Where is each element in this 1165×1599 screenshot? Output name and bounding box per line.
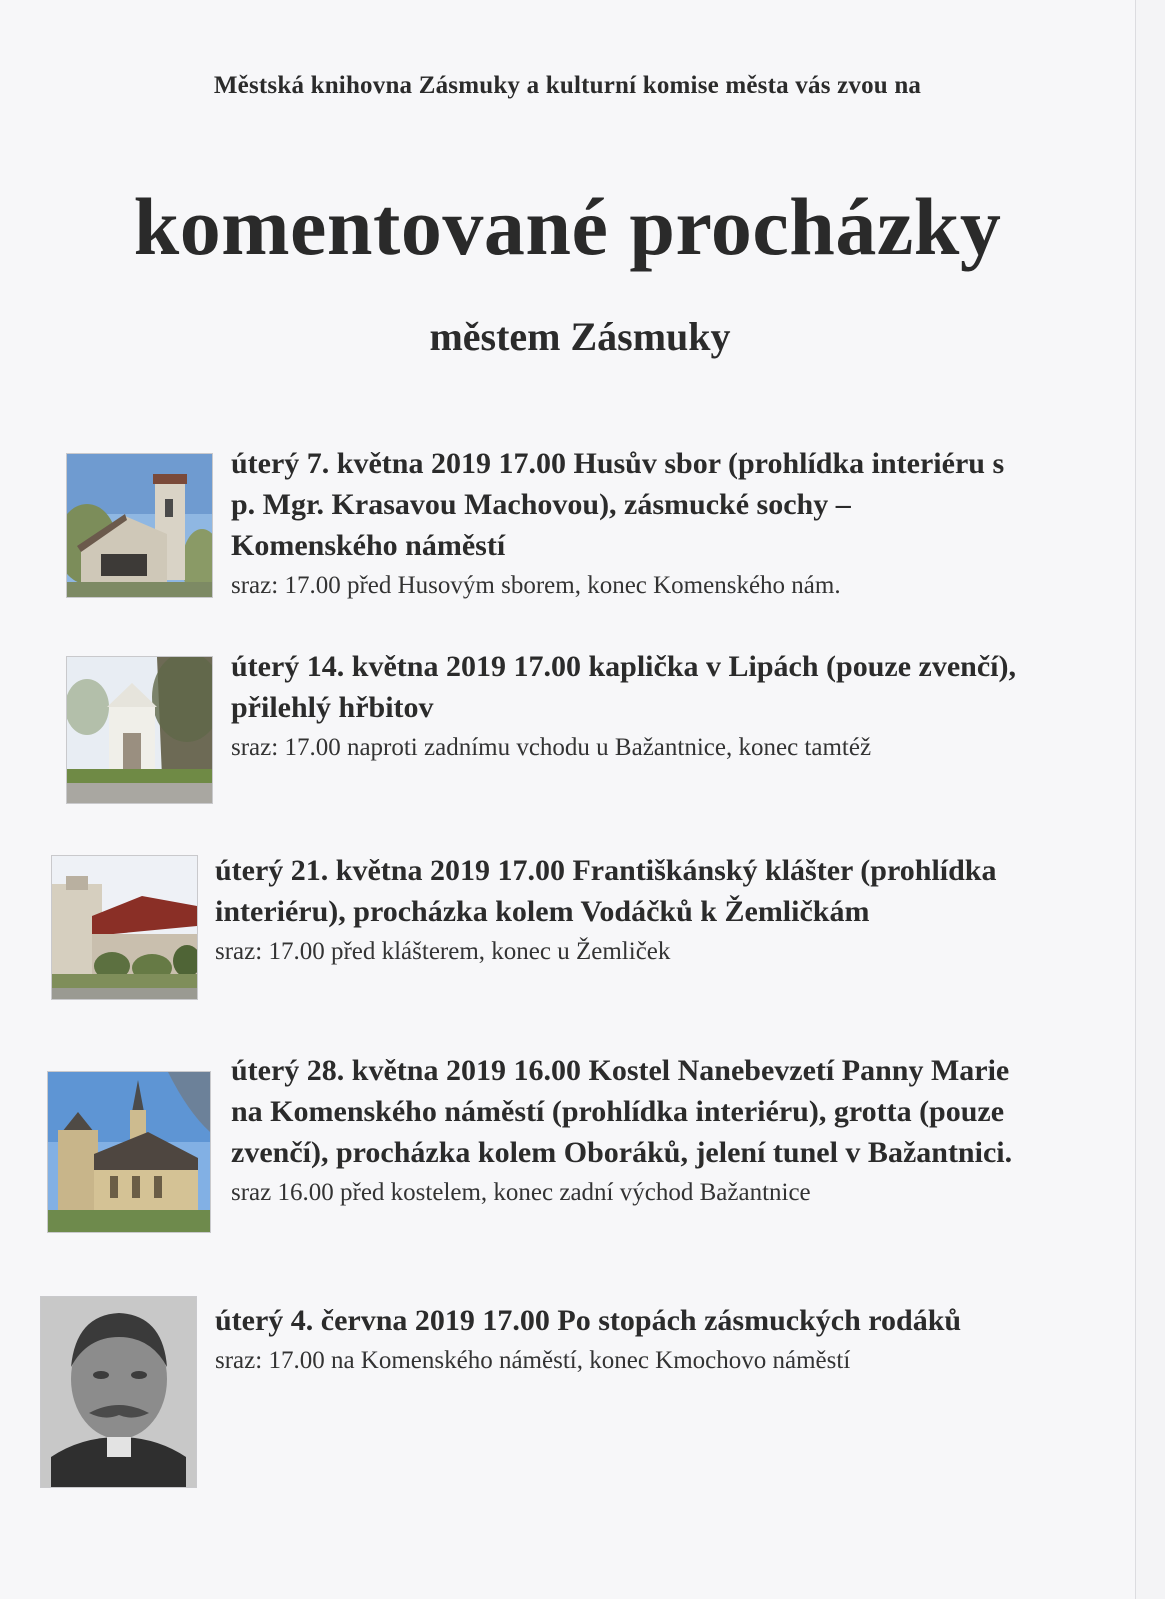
event-meeting: sraz: 17.00 před klášterem, konec u Žemliček — [215, 938, 671, 965]
intro-line: Městská knihovna Zásmuky a kulturní komise města vás zvou na — [213, 72, 922, 99]
event-3 — [215, 850, 1015, 970]
event-heading: úterý 28. května 2019 16.00 Kostel Nanebevzetí Panny Marie na Komenského náměstí (prohlídka interiéru), grotta (pouze zvenčí), procházka kolem Oboráků, jelení tunel v Bažantnici. — [231, 1054, 1013, 1169]
event-1 — [231, 443, 1021, 604]
event-4 — [231, 1050, 1031, 1211]
poster-title: komentované procházky — [133, 181, 1002, 272]
event-meeting: sraz: 17.00 na Komenského náměstí, konec Kmochovo náměstí — [215, 1347, 851, 1374]
event-meeting: sraz 16.00 před kostelem, konec zadní východ Bažantnice — [231, 1179, 811, 1206]
event-heading: úterý 4. června 2019 17.00 Po stopách zásmuckých rodáků — [215, 1304, 962, 1337]
monastery-photo — [51, 855, 198, 1000]
poster-subtitle: městem Zásmuky — [429, 314, 731, 359]
portrait-photo — [40, 1296, 197, 1488]
event-meeting: sraz: 17.00 naproti zadnímu vchodu u Bažantnice, konec tamtéž — [231, 734, 872, 761]
chapel-photo — [66, 656, 213, 804]
gothic-church-photo — [47, 1071, 211, 1233]
event-heading: úterý 21. května 2019 17.00 Františkánský klášter (prohlídka interiéru), procházka kolem Vodáčků k Žemličkám — [215, 854, 997, 928]
event-2 — [231, 646, 1061, 766]
event-5 — [215, 1300, 1065, 1379]
event-heading: úterý 7. května 2019 17.00 Husův sbor (prohlídka interiéru s p. Mgr. Krasavou Machovou), zásmucké sochy – Komenského náměstí — [231, 447, 1005, 562]
event-meeting: sraz: 17.00 před Husovým sborem, konec Komenského nám. — [231, 572, 841, 599]
church-tower-photo — [66, 453, 213, 598]
event-heading: úterý 14. května 2019 17.00 kaplička v Lipách (pouze zvenčí), přilehlý hřbitov — [231, 650, 1016, 724]
